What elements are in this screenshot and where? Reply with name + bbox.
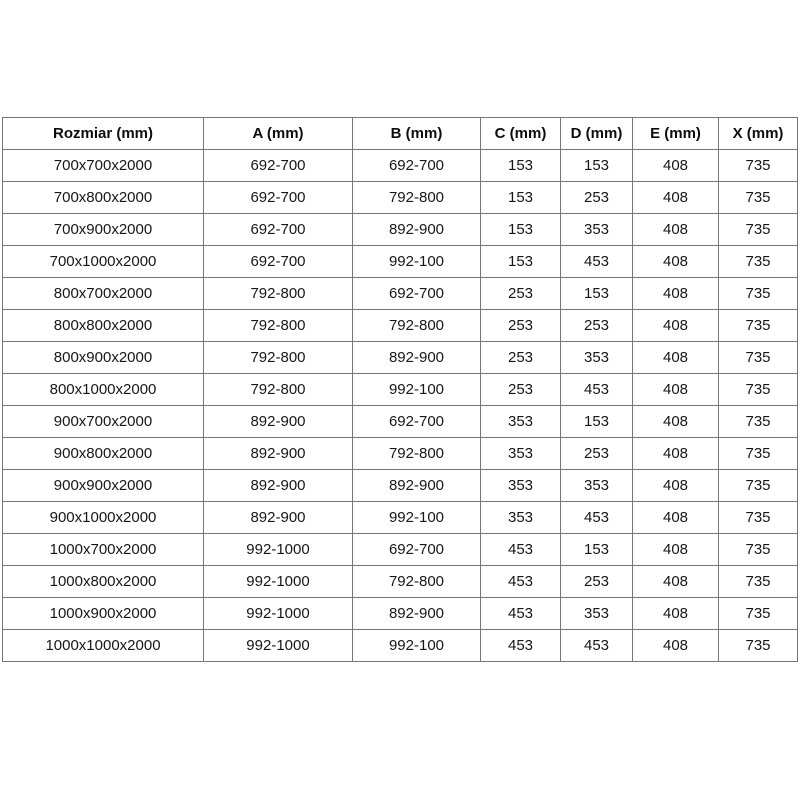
table-cell: 735 bbox=[719, 566, 798, 598]
table-cell: 735 bbox=[719, 598, 798, 630]
table-cell: 453 bbox=[481, 630, 561, 662]
table-cell: 153 bbox=[561, 534, 633, 566]
table-cell: 353 bbox=[481, 502, 561, 534]
table-row bbox=[3, 470, 798, 502]
table-cell: 253 bbox=[481, 374, 561, 406]
table-cell: 992-1000 bbox=[204, 598, 353, 630]
table-cell: 153 bbox=[481, 182, 561, 214]
table-cell: 992-1000 bbox=[204, 566, 353, 598]
table-cell: 792-800 bbox=[204, 374, 353, 406]
table-row bbox=[3, 630, 798, 662]
table-row bbox=[3, 502, 798, 534]
table-cell: 253 bbox=[481, 310, 561, 342]
table-cell: 792-800 bbox=[204, 278, 353, 310]
table-row bbox=[3, 246, 798, 278]
table-cell: 253 bbox=[561, 310, 633, 342]
table-cell: 692-700 bbox=[353, 406, 481, 438]
table-row bbox=[3, 342, 798, 374]
table-cell: 353 bbox=[561, 470, 633, 502]
table-cell: 892-900 bbox=[204, 406, 353, 438]
table-cell: 800x800x2000 bbox=[3, 310, 204, 342]
table-cell: 735 bbox=[719, 150, 798, 182]
table-cell: 408 bbox=[633, 470, 719, 502]
table-cell: 792-800 bbox=[353, 438, 481, 470]
table-cell: 900x700x2000 bbox=[3, 406, 204, 438]
table-cell: 453 bbox=[561, 502, 633, 534]
column-header-c: C (mm) bbox=[481, 118, 561, 150]
table-cell: 992-1000 bbox=[204, 630, 353, 662]
table-cell: 892-900 bbox=[353, 214, 481, 246]
table-cell: 153 bbox=[561, 278, 633, 310]
table-cell: 700x700x2000 bbox=[3, 150, 204, 182]
column-header-e: E (mm) bbox=[633, 118, 719, 150]
table-cell: 153 bbox=[481, 214, 561, 246]
table-cell: 735 bbox=[719, 278, 798, 310]
table-cell: 735 bbox=[719, 534, 798, 566]
table-cell: 453 bbox=[481, 534, 561, 566]
table-cell: 892-900 bbox=[204, 502, 353, 534]
table-cell: 153 bbox=[481, 150, 561, 182]
table-cell: 253 bbox=[561, 182, 633, 214]
table-cell: 892-900 bbox=[353, 342, 481, 374]
table-cell: 692-700 bbox=[353, 150, 481, 182]
table-cell: 692-700 bbox=[353, 534, 481, 566]
table-cell: 1000x1000x2000 bbox=[3, 630, 204, 662]
table-cell: 408 bbox=[633, 246, 719, 278]
table-cell: 1000x800x2000 bbox=[3, 566, 204, 598]
table-cell: 735 bbox=[719, 342, 798, 374]
table-cell: 1000x900x2000 bbox=[3, 598, 204, 630]
table-cell: 353 bbox=[481, 438, 561, 470]
table-cell: 992-100 bbox=[353, 502, 481, 534]
table-row bbox=[3, 438, 798, 470]
table-cell: 892-900 bbox=[353, 598, 481, 630]
table-cell: 353 bbox=[561, 214, 633, 246]
table-row bbox=[3, 598, 798, 630]
table-cell: 900x800x2000 bbox=[3, 438, 204, 470]
table-cell: 453 bbox=[481, 566, 561, 598]
table-cell: 408 bbox=[633, 182, 719, 214]
table-cell: 453 bbox=[561, 630, 633, 662]
table-cell: 735 bbox=[719, 406, 798, 438]
table-cell: 253 bbox=[561, 566, 633, 598]
table-cell: 792-800 bbox=[353, 310, 481, 342]
column-header-rozmiar: Rozmiar (mm) bbox=[3, 118, 204, 150]
table-cell: 735 bbox=[719, 214, 798, 246]
table-cell: 408 bbox=[633, 438, 719, 470]
table-row bbox=[3, 374, 798, 406]
table-cell: 700x1000x2000 bbox=[3, 246, 204, 278]
table-row bbox=[3, 566, 798, 598]
table-cell: 800x900x2000 bbox=[3, 342, 204, 374]
table-header-row bbox=[3, 118, 798, 150]
table-cell: 408 bbox=[633, 342, 719, 374]
table-cell: 353 bbox=[481, 406, 561, 438]
table-cell: 992-100 bbox=[353, 630, 481, 662]
table-cell: 992-100 bbox=[353, 246, 481, 278]
table-row bbox=[3, 310, 798, 342]
table-row bbox=[3, 214, 798, 246]
table-cell: 792-800 bbox=[204, 310, 353, 342]
table-cell: 735 bbox=[719, 502, 798, 534]
table-row bbox=[3, 278, 798, 310]
table-cell: 700x800x2000 bbox=[3, 182, 204, 214]
table-cell: 408 bbox=[633, 374, 719, 406]
table-cell: 800x1000x2000 bbox=[3, 374, 204, 406]
table-cell: 408 bbox=[633, 566, 719, 598]
table-cell: 408 bbox=[633, 278, 719, 310]
table-cell: 792-800 bbox=[204, 342, 353, 374]
table-cell: 453 bbox=[481, 598, 561, 630]
column-header-x: X (mm) bbox=[719, 118, 798, 150]
table-cell: 408 bbox=[633, 150, 719, 182]
table-cell: 735 bbox=[719, 438, 798, 470]
table-cell: 735 bbox=[719, 470, 798, 502]
table-cell: 453 bbox=[561, 246, 633, 278]
table-cell: 408 bbox=[633, 630, 719, 662]
table-cell: 153 bbox=[481, 246, 561, 278]
table-cell: 900x900x2000 bbox=[3, 470, 204, 502]
table-cell: 992-100 bbox=[353, 374, 481, 406]
table-cell: 792-800 bbox=[353, 182, 481, 214]
table-cell: 735 bbox=[719, 182, 798, 214]
table-cell: 253 bbox=[561, 438, 633, 470]
table-cell: 892-900 bbox=[353, 470, 481, 502]
table-cell: 353 bbox=[561, 342, 633, 374]
column-header-a: A (mm) bbox=[204, 118, 353, 150]
table-row bbox=[3, 182, 798, 214]
column-header-d: D (mm) bbox=[561, 118, 633, 150]
table-cell: 408 bbox=[633, 598, 719, 630]
table-cell: 735 bbox=[719, 630, 798, 662]
table-cell: 700x900x2000 bbox=[3, 214, 204, 246]
table-cell: 408 bbox=[633, 214, 719, 246]
table-cell: 692-700 bbox=[204, 246, 353, 278]
table-row bbox=[3, 534, 798, 566]
table-cell: 408 bbox=[633, 534, 719, 566]
column-header-b: B (mm) bbox=[353, 118, 481, 150]
table-cell: 800x700x2000 bbox=[3, 278, 204, 310]
table-cell: 153 bbox=[561, 150, 633, 182]
table-cell: 735 bbox=[719, 246, 798, 278]
table-cell: 735 bbox=[719, 310, 798, 342]
table-row bbox=[3, 406, 798, 438]
table-cell: 792-800 bbox=[353, 566, 481, 598]
table-cell: 353 bbox=[561, 598, 633, 630]
table-cell: 692-700 bbox=[353, 278, 481, 310]
table-cell: 253 bbox=[481, 342, 561, 374]
table-cell: 408 bbox=[633, 502, 719, 534]
table-cell: 1000x700x2000 bbox=[3, 534, 204, 566]
table-cell: 892-900 bbox=[204, 438, 353, 470]
table-cell: 153 bbox=[561, 406, 633, 438]
dimensions-table bbox=[2, 117, 798, 662]
table-cell: 692-700 bbox=[204, 182, 353, 214]
table-cell: 353 bbox=[481, 470, 561, 502]
table-cell: 453 bbox=[561, 374, 633, 406]
table-cell: 900x1000x2000 bbox=[3, 502, 204, 534]
table-cell: 692-700 bbox=[204, 214, 353, 246]
table-cell: 692-700 bbox=[204, 150, 353, 182]
table-cell: 992-1000 bbox=[204, 534, 353, 566]
table-cell: 892-900 bbox=[204, 470, 353, 502]
table-cell: 408 bbox=[633, 310, 719, 342]
table-cell: 408 bbox=[633, 406, 719, 438]
table-cell: 253 bbox=[481, 278, 561, 310]
table-row bbox=[3, 150, 798, 182]
table-cell: 735 bbox=[719, 374, 798, 406]
